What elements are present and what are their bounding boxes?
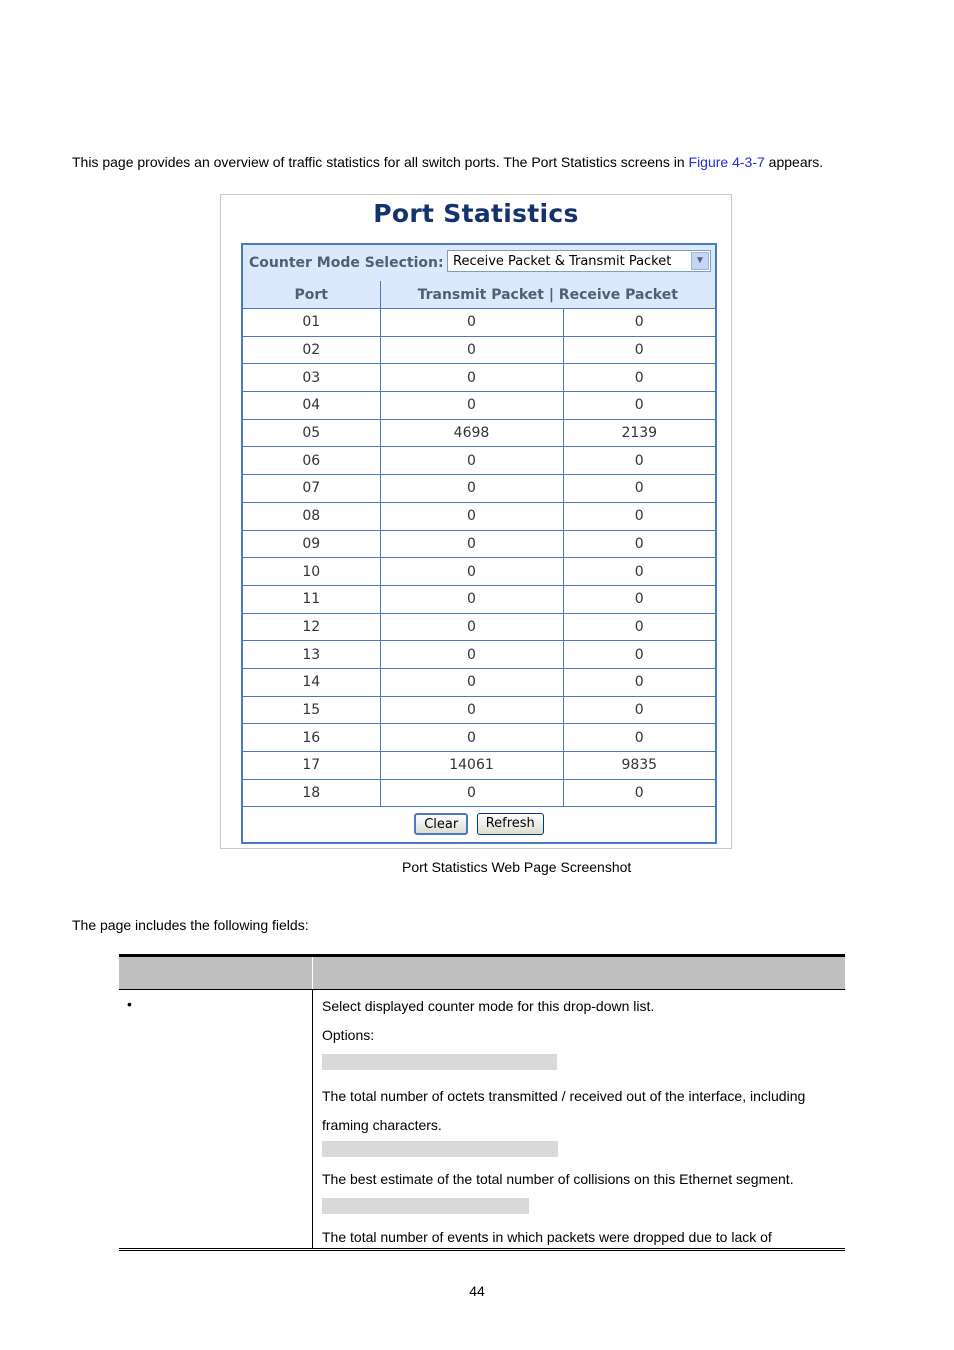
receive-cell: 0 <box>563 668 715 696</box>
receive-cell: 0 <box>563 779 715 807</box>
clear-button[interactable]: Clear <box>414 813 468 835</box>
option-highlight-2 <box>322 1141 558 1157</box>
receive-cell: 0 <box>563 502 715 530</box>
bullet: • <box>127 996 132 1012</box>
transmit-cell: 0 <box>380 613 563 641</box>
receive-cell: 0 <box>563 364 715 392</box>
port-column-header: Port <box>243 281 380 309</box>
table-row <box>243 364 715 392</box>
transmit-cell: 14061 <box>380 752 563 780</box>
transmit-cell: 0 <box>380 668 563 696</box>
counter-mode-select[interactable] <box>447 250 711 272</box>
table-row <box>243 613 715 641</box>
table-row <box>243 558 715 586</box>
statistics-panel <box>241 243 717 844</box>
table-row <box>243 641 715 669</box>
receive-cell: 0 <box>563 696 715 724</box>
port-cell: 14 <box>243 668 380 696</box>
field-options: Options: <box>322 1027 375 1043</box>
receive-cell: 0 <box>563 336 715 364</box>
table-header-row <box>243 281 715 309</box>
table-row <box>243 419 715 447</box>
transmit-cell: 0 <box>380 585 563 613</box>
screenshot-title: Port Statistics <box>373 199 579 228</box>
table-row <box>243 752 715 780</box>
transmit-cell: 0 <box>380 336 563 364</box>
transmit-cell: 0 <box>380 558 563 586</box>
port-cell: 06 <box>243 447 380 475</box>
table-row <box>243 779 715 807</box>
transmit-cell: 0 <box>380 530 563 558</box>
port-cell: 13 <box>243 641 380 669</box>
receive-cell: 0 <box>563 475 715 503</box>
button-row <box>243 807 715 842</box>
port-cell: 01 <box>243 309 380 337</box>
receive-cell: 0 <box>563 613 715 641</box>
receive-cell: 0 <box>563 558 715 586</box>
chevron-down-icon[interactable]: ▼ <box>691 252 709 270</box>
field-desc-4: The total number of events in which packets were dropped due to lack of <box>322 1229 772 1245</box>
transmit-cell: 0 <box>380 502 563 530</box>
page-number: 44 <box>469 1283 485 1299</box>
counter-mode-value: Receive Packet & Transmit Packet <box>453 254 672 269</box>
table-row <box>243 668 715 696</box>
port-cell: 16 <box>243 724 380 752</box>
option-highlight-3 <box>322 1198 529 1214</box>
receive-cell: 0 <box>563 392 715 420</box>
refresh-button[interactable]: Refresh <box>477 813 544 835</box>
fields-intro: The page includes the following fields: <box>72 917 309 933</box>
table-row <box>243 585 715 613</box>
port-cell: 03 <box>243 364 380 392</box>
port-statistics-screenshot <box>220 194 732 849</box>
port-cell: 15 <box>243 696 380 724</box>
field-desc-1: Select displayed counter mode for this drop-down list. <box>322 998 655 1014</box>
port-statistics-table <box>243 281 715 841</box>
transmit-cell: 0 <box>380 392 563 420</box>
field-desc-3: The best estimate of the total number of collisions on this Ethernet segment. <box>322 1171 794 1187</box>
port-cell: 05 <box>243 419 380 447</box>
column-divider <box>312 990 313 1248</box>
field-table-header <box>119 954 845 989</box>
table-row <box>243 447 715 475</box>
counter-mode-label: Counter Mode Selection: <box>249 255 444 271</box>
receive-cell: 9835 <box>563 752 715 780</box>
table-row <box>243 502 715 530</box>
receive-cell: 0 <box>563 724 715 752</box>
receive-cell: 0 <box>563 447 715 475</box>
option-highlight-1 <box>322 1054 557 1070</box>
figure-link[interactable]: Figure 4-3-7 <box>688 154 765 170</box>
table-row <box>243 724 715 752</box>
port-cell: 12 <box>243 613 380 641</box>
counter-mode-row <box>243 245 715 282</box>
transmit-cell: 0 <box>380 779 563 807</box>
intro-text-end: appears. <box>764 154 824 170</box>
figure-caption: Port Statistics Web Page Screenshot <box>402 859 632 875</box>
transmit-cell: 0 <box>380 696 563 724</box>
packet-column-header: Transmit Packet | Receive Packet <box>380 281 715 309</box>
table-row <box>243 392 715 420</box>
receive-cell: 0 <box>563 530 715 558</box>
receive-cell: 2139 <box>563 419 715 447</box>
button-cell <box>243 807 715 842</box>
table-row <box>243 309 715 337</box>
table-row <box>243 475 715 503</box>
port-cell: 09 <box>243 530 380 558</box>
transmit-cell: 0 <box>380 724 563 752</box>
port-cell: 07 <box>243 475 380 503</box>
port-cell: 17 <box>243 752 380 780</box>
port-cell: 10 <box>243 558 380 586</box>
table-row <box>243 336 715 364</box>
intro-paragraph <box>72 152 892 172</box>
transmit-cell: 0 <box>380 309 563 337</box>
receive-cell: 0 <box>563 585 715 613</box>
port-cell: 02 <box>243 336 380 364</box>
table-row <box>243 530 715 558</box>
port-cell: 08 <box>243 502 380 530</box>
intro-text: This page provides an overview of traffic statistics for all switch ports. The Port Statistics screens in <box>72 154 689 170</box>
transmit-cell: 0 <box>380 475 563 503</box>
field-desc-2: The total number of octets transmitted / received out of the interface, including framing characters. <box>322 1088 806 1133</box>
transmit-cell: 0 <box>380 641 563 669</box>
receive-cell: 0 <box>563 309 715 337</box>
field-table-body <box>119 989 845 1251</box>
transmit-cell: 0 <box>380 364 563 392</box>
header-divider <box>312 957 313 989</box>
transmit-cell: 0 <box>380 447 563 475</box>
port-cell: 04 <box>243 392 380 420</box>
transmit-cell: 4698 <box>380 419 563 447</box>
port-cell: 11 <box>243 585 380 613</box>
receive-cell: 0 <box>563 641 715 669</box>
port-cell: 18 <box>243 779 380 807</box>
table-row <box>243 696 715 724</box>
